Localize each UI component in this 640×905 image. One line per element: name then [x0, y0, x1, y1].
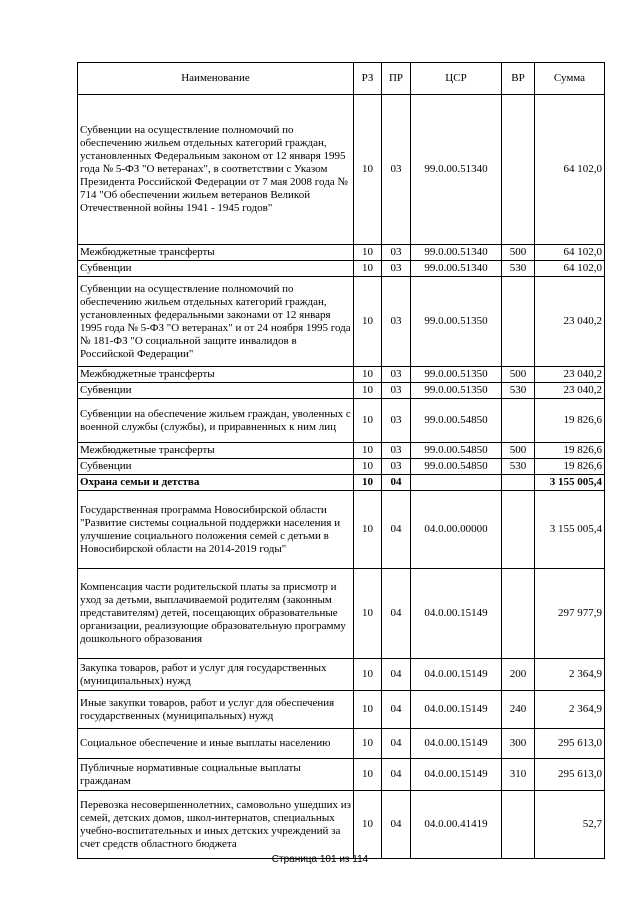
table-row — [78, 691, 605, 729]
cell-name: Межбюджетные трансферты — [78, 245, 354, 261]
cell-pr: 03 — [382, 261, 411, 277]
cell-name: Межбюджетные трансферты — [78, 367, 354, 383]
cell-pr: 03 — [382, 245, 411, 261]
cell-sum: 64 102,0 — [535, 245, 605, 261]
cell-name: Компенсация части родительской платы за присмотр и уход за детьми, выплачиваемой родителям (законным представителям) детей, посещающих образовательные организации, реализующие образовательную программу дошкольного образования — [78, 569, 354, 659]
cell-csr: 99.0.00.54850 — [411, 399, 502, 443]
cell-vr — [502, 491, 535, 569]
cell-vr: 530 — [502, 383, 535, 399]
cell-sum: 19 826,6 — [535, 459, 605, 475]
cell-csr: 04.0.00.41419 — [411, 791, 502, 859]
cell-name: Межбюджетные трансферты — [78, 443, 354, 459]
header-csr: ЦСР — [411, 63, 502, 95]
budget-table — [77, 62, 605, 859]
cell-name: Закупка товаров, работ и услуг для государственных (муниципальных) нужд — [78, 659, 354, 691]
cell-rz: 10 — [354, 491, 382, 569]
cell-sum: 2 364,9 — [535, 659, 605, 691]
cell-pr: 03 — [382, 459, 411, 475]
cell-rz: 10 — [354, 791, 382, 859]
header-rz: РЗ — [354, 63, 382, 95]
cell-rz: 10 — [354, 245, 382, 261]
cell-sum: 64 102,0 — [535, 261, 605, 277]
cell-name: Субвенции — [78, 459, 354, 475]
cell-csr: 04.0.00.15149 — [411, 659, 502, 691]
cell-vr — [502, 95, 535, 245]
table-row — [78, 729, 605, 759]
cell-rz: 10 — [354, 475, 382, 491]
table-row — [78, 277, 605, 367]
table-row — [78, 245, 605, 261]
table-row — [78, 383, 605, 399]
cell-pr: 03 — [382, 383, 411, 399]
cell-pr: 04 — [382, 791, 411, 859]
cell-vr: 500 — [502, 443, 535, 459]
cell-pr: 04 — [382, 569, 411, 659]
cell-vr — [502, 791, 535, 859]
header-pr: ПР — [382, 63, 411, 95]
table-row — [78, 367, 605, 383]
cell-csr: 99.0.00.54850 — [411, 443, 502, 459]
cell-name: Перевозка несовершеннолетних, самовольно ушедших из семей, детских домов, школ-интернатов, специальных учебно-воспитательных и иных детских учреждений за счет средств областного бюджета — [78, 791, 354, 859]
cell-rz: 10 — [354, 729, 382, 759]
cell-rz: 10 — [354, 383, 382, 399]
table-row — [78, 491, 605, 569]
cell-name: Иные закупки товаров, работ и услуг для обеспечения государственных (муниципальных) нужд — [78, 691, 354, 729]
table-row — [78, 261, 605, 277]
cell-pr: 04 — [382, 691, 411, 729]
cell-rz: 10 — [354, 95, 382, 245]
cell-rz: 10 — [354, 659, 382, 691]
cell-vr: 530 — [502, 261, 535, 277]
cell-csr: 99.0.00.51350 — [411, 383, 502, 399]
cell-sum: 19 826,6 — [535, 443, 605, 459]
table-row — [78, 659, 605, 691]
cell-csr: 99.0.00.51350 — [411, 277, 502, 367]
table-row — [78, 569, 605, 659]
cell-pr: 04 — [382, 491, 411, 569]
cell-name: Субвенции — [78, 383, 354, 399]
cell-rz: 10 — [354, 759, 382, 791]
cell-rz: 10 — [354, 459, 382, 475]
cell-pr: 03 — [382, 443, 411, 459]
cell-vr — [502, 399, 535, 443]
cell-csr: 04.0.00.15149 — [411, 569, 502, 659]
header-name: Наименование — [78, 63, 354, 95]
cell-vr: 310 — [502, 759, 535, 791]
table-row — [78, 95, 605, 245]
cell-csr: 04.0.00.00000 — [411, 491, 502, 569]
cell-rz: 10 — [354, 261, 382, 277]
cell-csr: 99.0.00.51340 — [411, 95, 502, 245]
table-header-row — [78, 63, 605, 95]
cell-csr: 99.0.00.51340 — [411, 245, 502, 261]
header-vr: ВР — [502, 63, 535, 95]
table-row — [78, 791, 605, 859]
cell-pr: 03 — [382, 367, 411, 383]
cell-sum: 3 155 005,4 — [535, 491, 605, 569]
cell-pr: 04 — [382, 659, 411, 691]
cell-vr: 240 — [502, 691, 535, 729]
cell-csr — [411, 475, 502, 491]
table-row — [78, 443, 605, 459]
table-row — [78, 399, 605, 443]
cell-sum: 295 613,0 — [535, 759, 605, 791]
cell-name: Охрана семьи и детства — [78, 475, 354, 491]
cell-csr: 04.0.00.15149 — [411, 691, 502, 729]
cell-pr: 03 — [382, 399, 411, 443]
cell-sum: 52,7 — [535, 791, 605, 859]
cell-pr: 03 — [382, 95, 411, 245]
cell-name: Социальное обеспечение и иные выплаты населению — [78, 729, 354, 759]
cell-pr: 04 — [382, 729, 411, 759]
cell-rz: 10 — [354, 443, 382, 459]
cell-name: Субвенции на осуществление полномочий по обеспечению жильем отдельных категорий граждан, установленных федеральными законами от 12 января 1995 года № 5-ФЗ "О ветеранах" и от 24 ноября 1995 года № 181-ФЗ "О социальной защите инвалидов в Российской Федерации" — [78, 277, 354, 367]
cell-name: Государственная программа Новосибирской области "Развитие системы социальной поддержки населения и улучшение социального положения семей с детьми в Новосибирской области на 2014-2019 годы" — [78, 491, 354, 569]
cell-rz: 10 — [354, 367, 382, 383]
cell-csr: 04.0.00.15149 — [411, 759, 502, 791]
table-row — [78, 459, 605, 475]
cell-sum: 297 977,9 — [535, 569, 605, 659]
cell-pr: 03 — [382, 277, 411, 367]
cell-vr: 500 — [502, 367, 535, 383]
cell-name: Субвенции — [78, 261, 354, 277]
cell-vr: 500 — [502, 245, 535, 261]
cell-sum: 295 613,0 — [535, 729, 605, 759]
cell-vr: 530 — [502, 459, 535, 475]
table-row — [78, 475, 605, 491]
cell-name: Публичные нормативные социальные выплаты гражданам — [78, 759, 354, 791]
cell-sum: 19 826,6 — [535, 399, 605, 443]
cell-sum: 23 040,2 — [535, 383, 605, 399]
cell-csr: 99.0.00.54850 — [411, 459, 502, 475]
cell-csr: 99.0.00.51340 — [411, 261, 502, 277]
cell-csr: 04.0.00.15149 — [411, 729, 502, 759]
cell-sum: 23 040,2 — [535, 277, 605, 367]
cell-vr — [502, 569, 535, 659]
cell-name: Субвенции на осуществление полномочий по обеспечению жильем отдельных категорий граждан, установленных Федеральным законом от 12 января 1995 года № 5-ФЗ "О ветеранах", в соответствии с Указом Президента Российской Федерации от 7 мая 2008 года № 714 "Об обеспечении жильем ветеранов Великой Отечественной войны 1941 - 1945 годов" — [78, 95, 354, 245]
cell-pr: 04 — [382, 759, 411, 791]
cell-sum: 3 155 005,4 — [535, 475, 605, 491]
cell-rz: 10 — [354, 569, 382, 659]
cell-rz: 10 — [354, 399, 382, 443]
cell-rz: 10 — [354, 277, 382, 367]
cell-rz: 10 — [354, 691, 382, 729]
header-sum: Сумма — [535, 63, 605, 95]
cell-vr — [502, 475, 535, 491]
table-body — [78, 95, 605, 859]
table-row — [78, 759, 605, 791]
cell-pr: 04 — [382, 475, 411, 491]
cell-vr: 200 — [502, 659, 535, 691]
page-number: Страница 101 из 114 — [271, 854, 369, 865]
cell-sum: 2 364,9 — [535, 691, 605, 729]
cell-vr — [502, 277, 535, 367]
cell-vr: 300 — [502, 729, 535, 759]
cell-sum: 64 102,0 — [535, 95, 605, 245]
cell-sum: 23 040,2 — [535, 367, 605, 383]
cell-csr: 99.0.00.51350 — [411, 367, 502, 383]
cell-name: Субвенции на обеспечение жильем граждан, уволенных с военной службы (службы), и приравненных к ним лиц — [78, 399, 354, 443]
